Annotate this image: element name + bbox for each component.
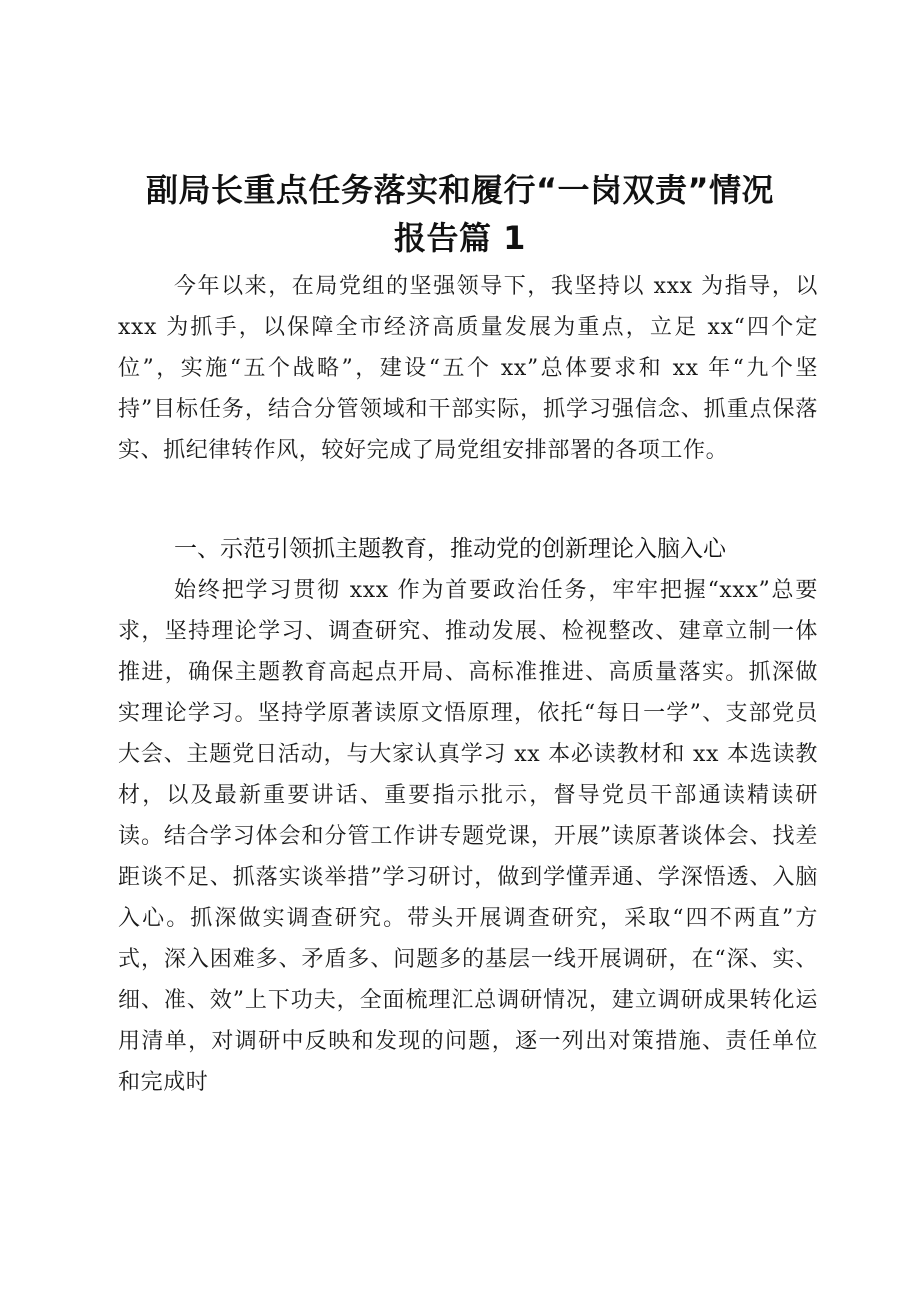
document-title-line-2: 报告篇 1 <box>394 219 526 257</box>
section-1-paragraph: 始终把学习贯彻 xxx 作为首要政治任务，牢牢把握“xxx”总要求，坚持理论学习、调查研究、推动发展、检视整改、建章立制一体推进，确保主题教育高起点开局、高标准推进、高质量落实。抓深做实理论学习。坚持学原著读原文悟原理，依托“每日一学”、支部党员大会、主题党日活动，与大家认真学习 xx 本必读教材和 xx 本选读教材，以及最新重要讲话、重要指示批示，督导党员干部通读精读研读。结合学习体会和分管工作讲专题党课，开展”读原著谈体会、找差距谈不足、抓落实谈举措”学习研讨，做到学懂弄通、学深悟透、入脑入心。抓深做实调查研究。带头开展调查研究，采取“四不两直”方式，深入困难多、矛盾多、问题多的基层一线开展调研，在“深、实、细、准、效”上下功夫，全面梳理汇总调研情况，建立调研成果转化运用清单，对调研中反映和发现的问题，逐一列出对策措施、责任单位和完成时 <box>118 578 818 1095</box>
document-title-line-1: 副局长重点任务落实和履行“一岗双责”情况 <box>145 171 775 209</box>
intro-paragraph: 今年以来，在局党组的坚强领导下，我坚持以 xxx 为指导，以 xxx 为抓手，以保障全市经济高质量发展为重点，立足 xx“四个定位”，实施“五个战略”，建设“五个 xx”总体要求和 xx 年“九个坚持”目标任务，结合分管领域和干部实际，抓学习强信念、抓重点保落实、抓纪律转作风，较好完成了局党组安排部署的各项工作。 <box>118 274 818 463</box>
section-heading-1: 一、示范引领抓主题教育，推动党的创新理论入脑入心 <box>174 536 726 562</box>
